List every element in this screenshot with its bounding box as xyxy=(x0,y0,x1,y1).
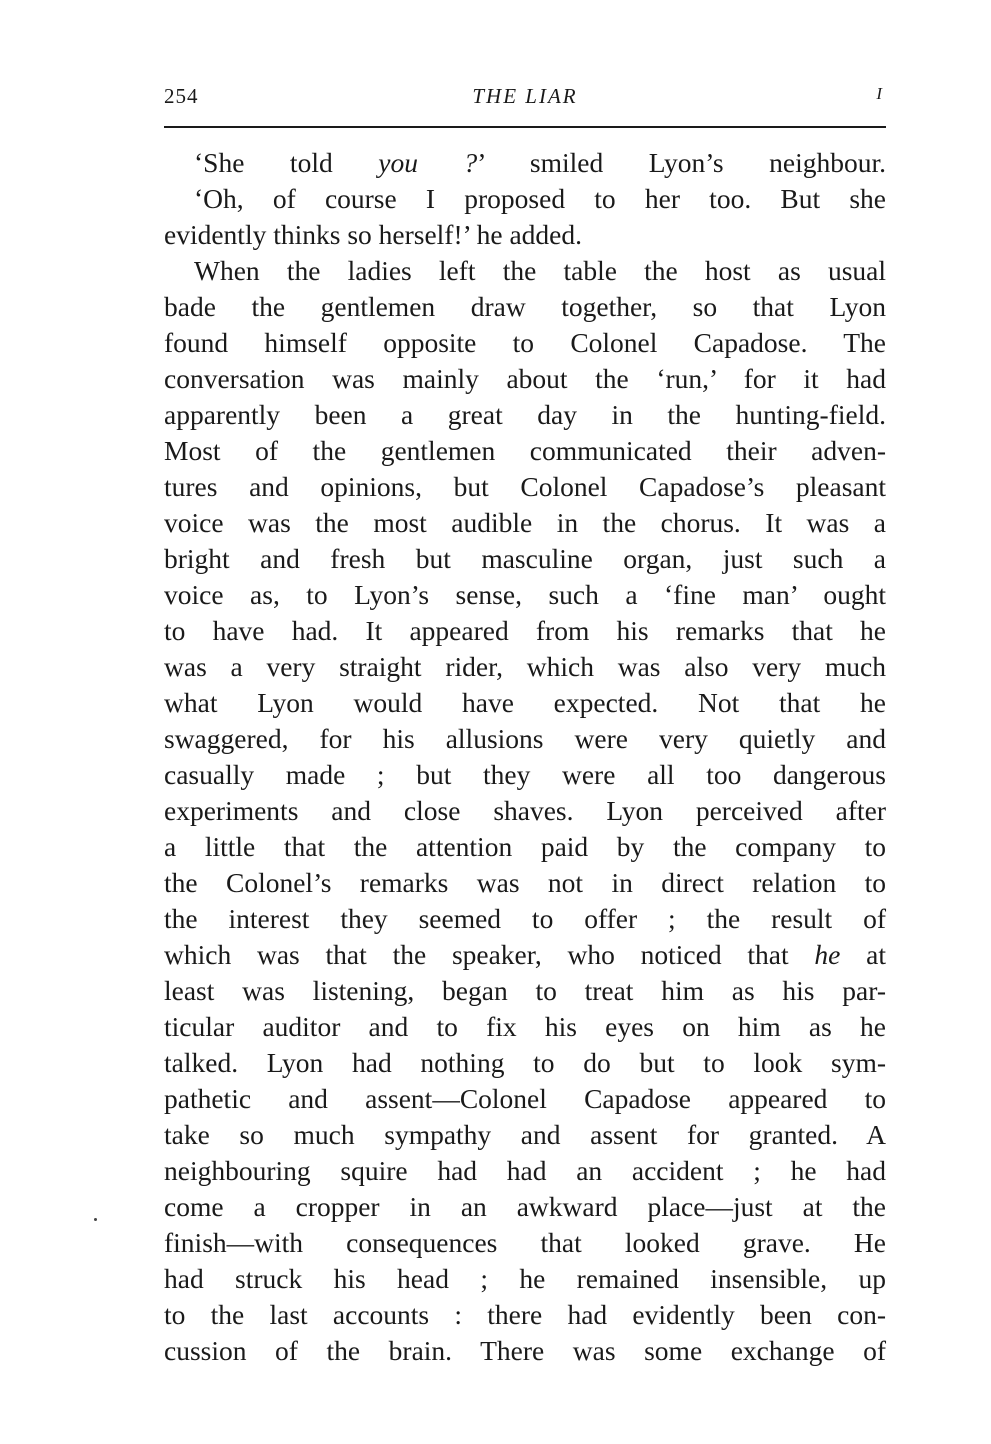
text-line: pathetic and assent—Colonel Capadose appeared to xyxy=(164,1083,886,1114)
page-number: 254 xyxy=(164,84,199,108)
text-line: casually made ; but they were all too dangerous xyxy=(164,759,886,790)
text-line: bright and fresh but masculine organ, just such a xyxy=(164,543,886,574)
text-line: the interest they seemed to offer ; the result of xyxy=(164,903,886,934)
text-line: was a very straight rider, which was also very much xyxy=(164,651,886,682)
scan-speck xyxy=(94,1218,97,1221)
emphasis: you ? xyxy=(378,147,478,178)
text-line: swaggered, for his allusions were very quietly and xyxy=(164,723,886,754)
emphasis: he xyxy=(814,939,841,970)
text-line: voice was the most audible in the chorus. It was a xyxy=(164,507,886,538)
body-text xyxy=(164,145,886,1369)
text-line: what Lyon would have expected. Not that he xyxy=(164,687,886,718)
text-line: a little that the attention paid by the company to xyxy=(164,831,886,862)
text-line: come a cropper in an awkward place—just at the xyxy=(164,1191,886,1222)
text-line: conversation was mainly about the ‘run,’ for it had xyxy=(164,363,886,394)
text-line: ‘She told you ?’ smiled Lyon’s neighbour. xyxy=(194,147,886,178)
text-line: Most of the gentlemen communicated their adven- xyxy=(164,435,886,466)
text-line: neighbouring squire had had an accident ; he had xyxy=(164,1155,886,1186)
page-header xyxy=(164,84,886,112)
text-line: finish—with consequences that looked grave. He xyxy=(164,1227,886,1258)
text-line: had struck his head ; he remained insensible, up xyxy=(164,1263,886,1294)
text-line: talked. Lyon had nothing to do but to look sym- xyxy=(164,1047,886,1078)
text-line: ticular auditor and to fix his eyes on him as he xyxy=(164,1011,886,1042)
text-line: When the ladies left the table the host as usual xyxy=(194,255,886,286)
text-line: bade the gentlemen draw together, so that Lyon xyxy=(164,291,886,322)
text-line: the Colonel’s remarks was not in direct relation to xyxy=(164,867,886,898)
text-line: take so much sympathy and assent for granted. A xyxy=(164,1119,886,1150)
text-line: to have had. It appeared from his remarks that he xyxy=(164,615,886,646)
signature-mark: I xyxy=(876,84,882,103)
text-line: which was that the speaker, who noticed that he at xyxy=(164,939,886,970)
text-line: evidently thinks so herself!’ he added. xyxy=(164,219,582,250)
running-title: THE LIAR xyxy=(472,84,578,108)
header-rule xyxy=(164,126,886,128)
text-line: found himself opposite to Colonel Capadose. The xyxy=(164,327,886,358)
text-line: voice as, to Lyon’s sense, such a ‘fine man’ ought xyxy=(164,579,886,610)
text-line: to the last accounts : there had evidently been con- xyxy=(164,1299,886,1330)
text-line: least was listening, began to treat him as his par- xyxy=(164,975,886,1006)
text-line: apparently been a great day in the hunting-field. xyxy=(164,399,886,430)
text-line: cussion of the brain. There was some exchange of xyxy=(164,1335,886,1366)
text-line: experiments and close shaves. Lyon perceived after xyxy=(164,795,886,826)
text-line: tures and opinions, but Colonel Capadose’s pleasant xyxy=(164,471,886,502)
text-line: ‘Oh, of course I proposed to her too. But she xyxy=(194,183,886,214)
